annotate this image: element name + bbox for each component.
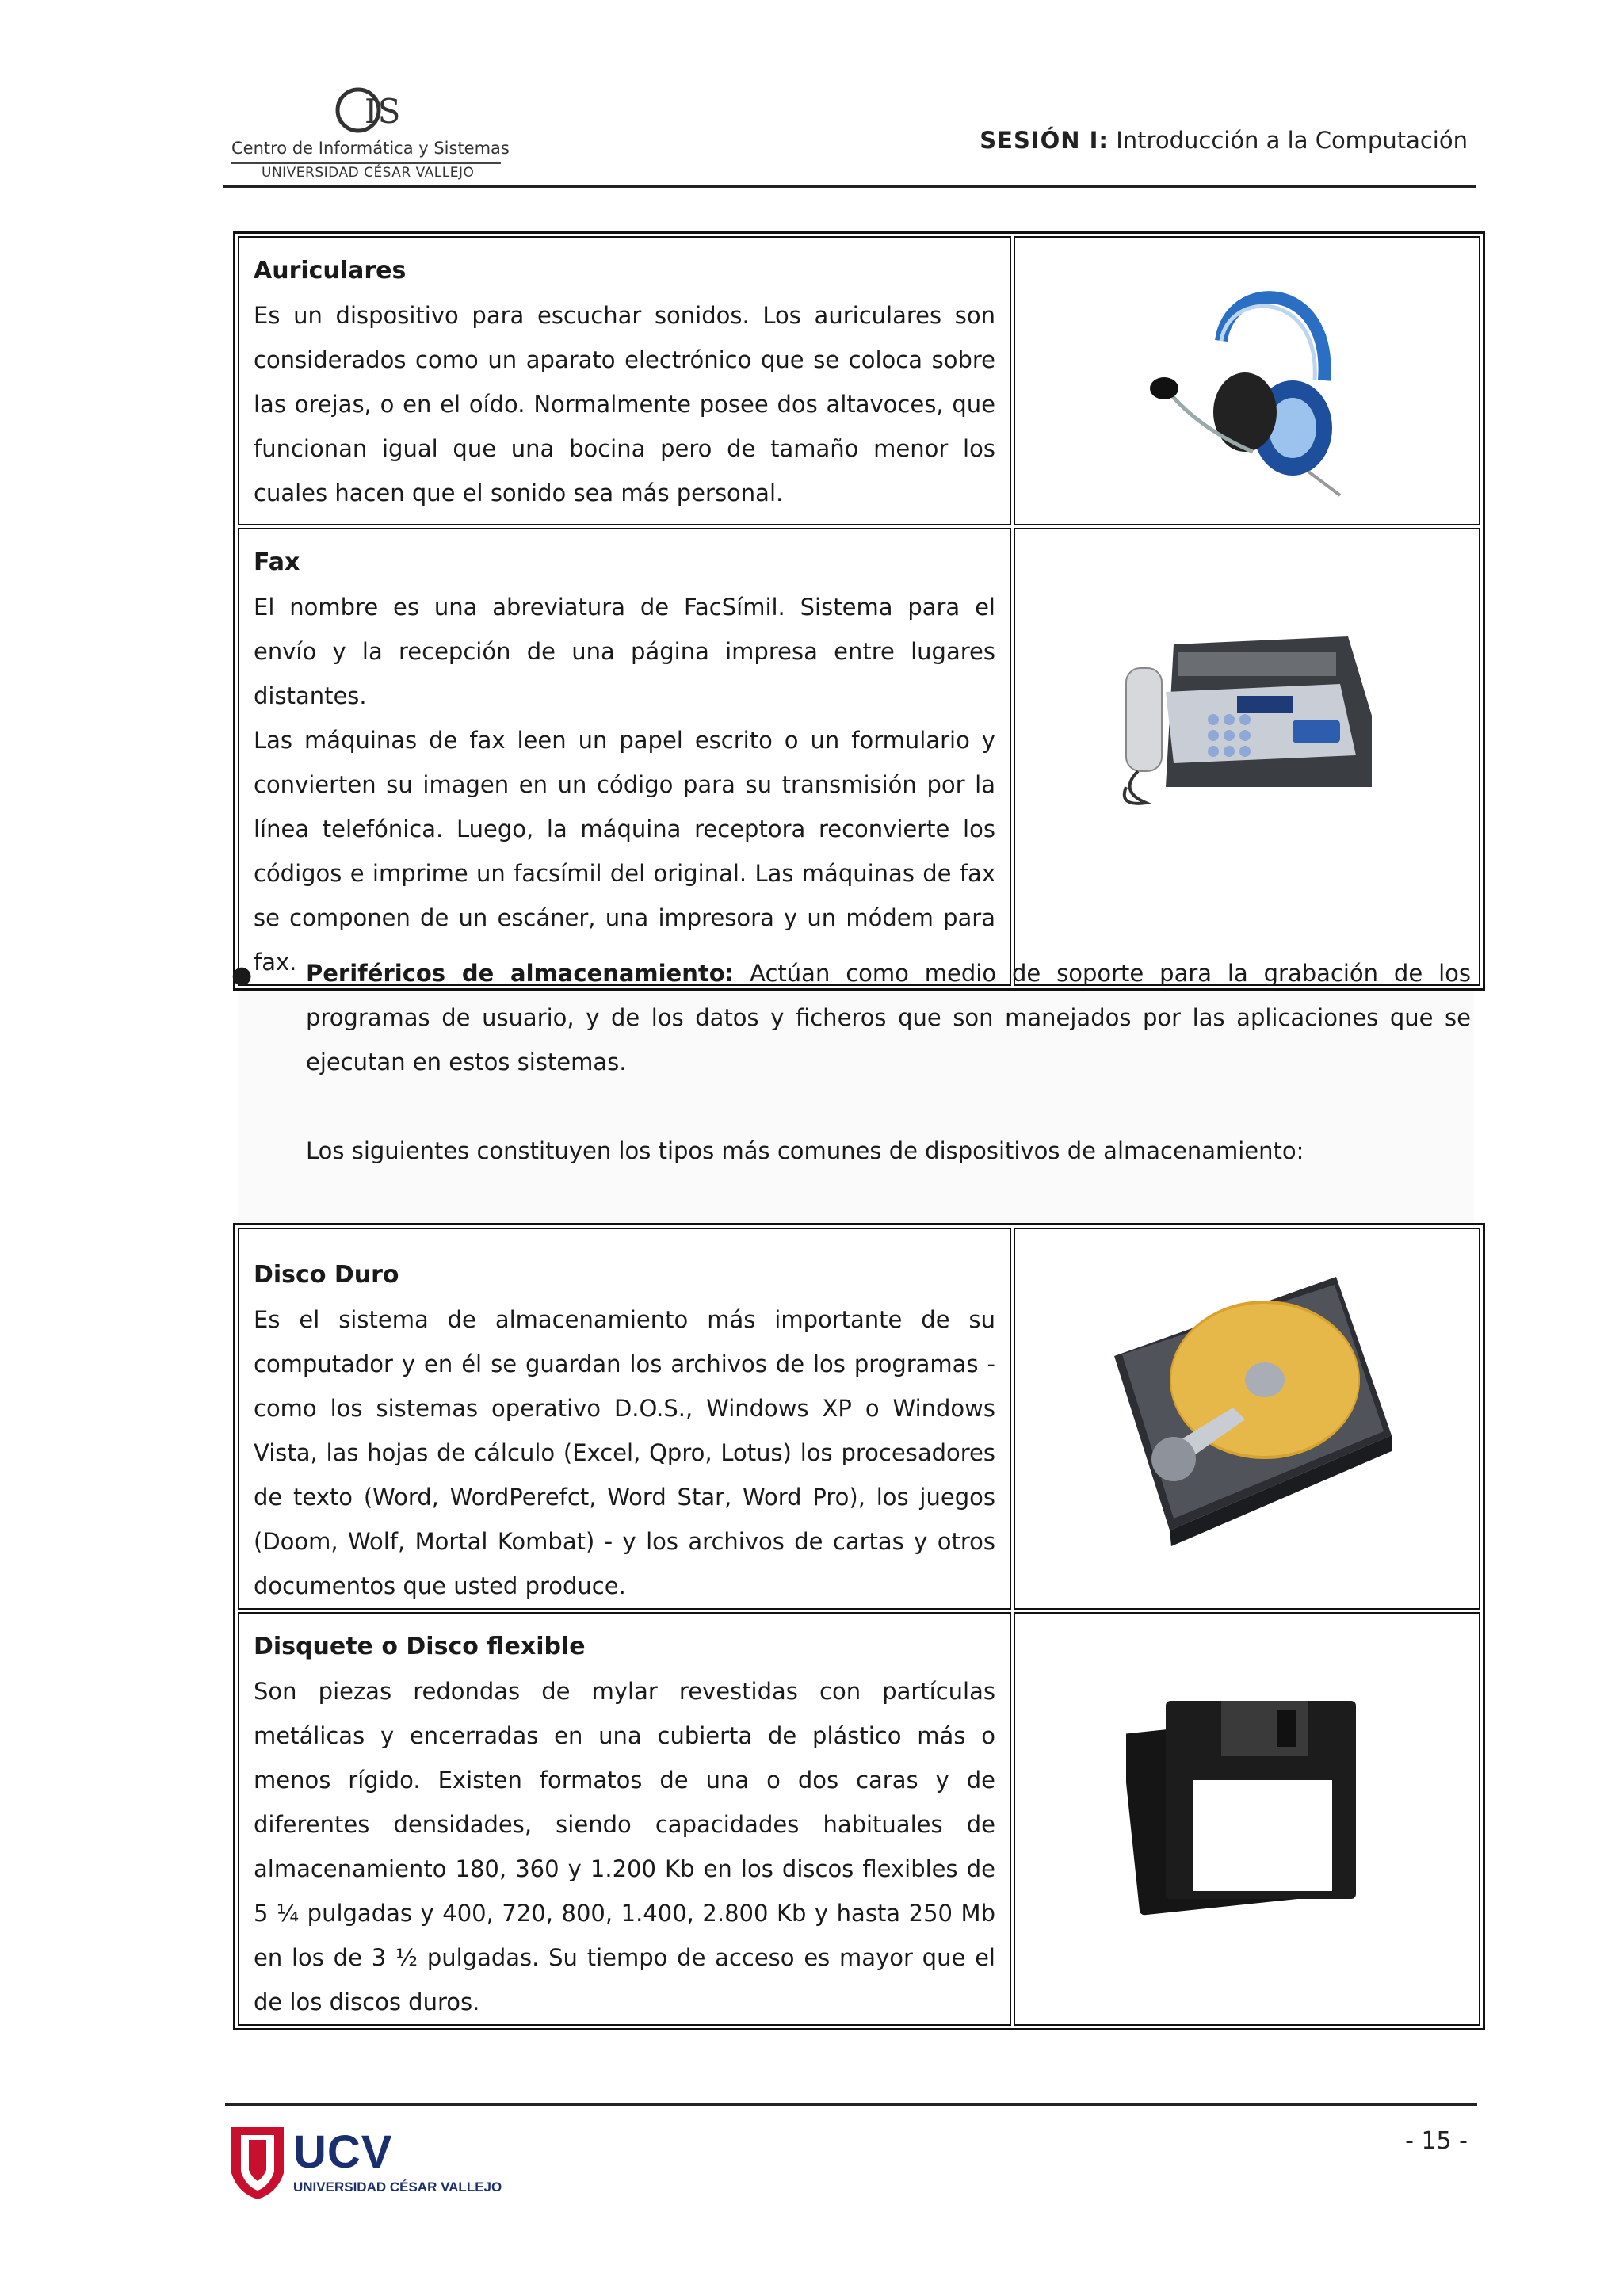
table-row [238, 1228, 1480, 1610]
device-title: Disco Duro [254, 1261, 399, 1289]
ucv-logo [230, 2126, 502, 2205]
storage-intro: Los siguientes constituyen los tipos más comunes de dispositivos de almacenamiento: [306, 1137, 1304, 1164]
page-number: - 15 - [1405, 2127, 1468, 2155]
device-paragraph: Las máquinas de fax leen un papel escrito o un formulario y convierten su imagen en un código para su transmisión por la línea telefónica. Luego, la máquina receptora reconvierte los códigos e imprime un facsímil del original. Las máquinas de fax se componen de un escáner, una impresora y un módem para fax. [254, 727, 995, 976]
headphones-icon [1134, 269, 1356, 499]
cis-mark-icon [334, 83, 406, 137]
device-description [238, 236, 1011, 525]
device-title: Disquete o Disco flexible [254, 1633, 586, 1660]
device-paragraph: Son piezas redondas de mylar revestidas con partículas metálicas y encerradas en una cubierta de plástico más o menos rígido. Existen formatos de una o dos caras y de diferentes densidades, siendo capacidades habituales de almacenamiento 180, 360 y 1.200 Kb en los discos flexibles de 5 ¼ pulgadas y 400, 720, 800, 1.400, 2.800 Kb y hasta 250 Mb en los de 3 ½ pulgadas. Su tiempo de acceso es mayor que el de los discos duros. [254, 1678, 995, 2015]
org-name: Centro de Informática y Sistemas [231, 139, 510, 158]
logo-divider [231, 162, 501, 164]
footer-divider [225, 2103, 1477, 2106]
ucv-wordmark: UCV [293, 2126, 393, 2178]
storage-bullet-paragraph [306, 951, 1471, 1084]
org-university: UNIVERSIDAD CÉSAR VALLEJO [262, 165, 475, 181]
device-image-cell [1014, 1228, 1480, 1610]
device-description [238, 528, 1011, 986]
header-divider [223, 185, 1476, 188]
device-title: Auriculares [254, 257, 407, 285]
hard-disk-icon [1098, 1261, 1400, 1546]
session-label: SESIÓN I: [980, 127, 1109, 154]
device-description [238, 1612, 1011, 2026]
device-image-cell [1014, 1612, 1480, 2026]
device-paragraph: El nombre es una abreviatura de FacSímil. Sistema para el envío y la recepción de una página impresa entre lugares distantes. [254, 594, 995, 709]
floppy-disk-icon [1126, 1693, 1364, 1923]
storage-bullet-text: Actúan como medio de soporte para la grabación de los programas de usuario, y de los datos y ficheros que son manejados por las aplicaciones que se ejecutan en estos sistemas. [306, 960, 1471, 1075]
storage-devices-table [233, 1223, 1485, 2030]
device-image-cell [1014, 236, 1480, 525]
table-row [238, 236, 1480, 525]
table-row [238, 1612, 1480, 2026]
device-text [254, 1669, 995, 2024]
svg-text:IS: IS [365, 92, 401, 131]
device-paragraph: Es un dispositivo para escuchar sonidos. Los auriculares son considerados como un aparato electrónico que se coloca sobre las orejas, o en el oído. Normalmente posee dos altavoces, que funcionan igual que una bocina pero de tamaño menor los cuales hacen que el sonido sea más personal. [254, 302, 995, 506]
table-row [238, 528, 1480, 986]
device-title: Fax [254, 548, 300, 576]
ucv-shield-icon [230, 2126, 285, 2201]
device-text [254, 293, 995, 515]
device-image-cell [1014, 528, 1480, 986]
device-paragraph: Es el sistema de almacenamiento más importante de su computador y en él se guardan los archivos de los programas - como los sistemas operativo D.O.S., Windows XP o Windows Vista, las hojas de cálculo (Excel, Qpro, Lotus) los procesadores de texto (Word, WordPerefct, Word Star, Word Pro), los juegos (Doom, Wolf, Mortal Kombat) - y los archivos de cartas y otros documentos que usted produce. [254, 1306, 995, 1599]
fax-machine-icon [1102, 621, 1388, 811]
device-text [254, 1297, 995, 1608]
session-title: Introducción a la Computación [1116, 127, 1468, 154]
output-devices-table [233, 231, 1485, 991]
cis-logo [231, 83, 510, 186]
session-heading [980, 127, 1468, 154]
storage-bullet-title: Periféricos de almacenamiento: [306, 960, 735, 987]
ucv-university-name: UNIVERSIDAD CÉSAR VALLEJO [293, 2179, 502, 2195]
bullet-icon: ● [231, 961, 253, 989]
device-text [254, 585, 995, 984]
device-description [238, 1228, 1011, 1610]
